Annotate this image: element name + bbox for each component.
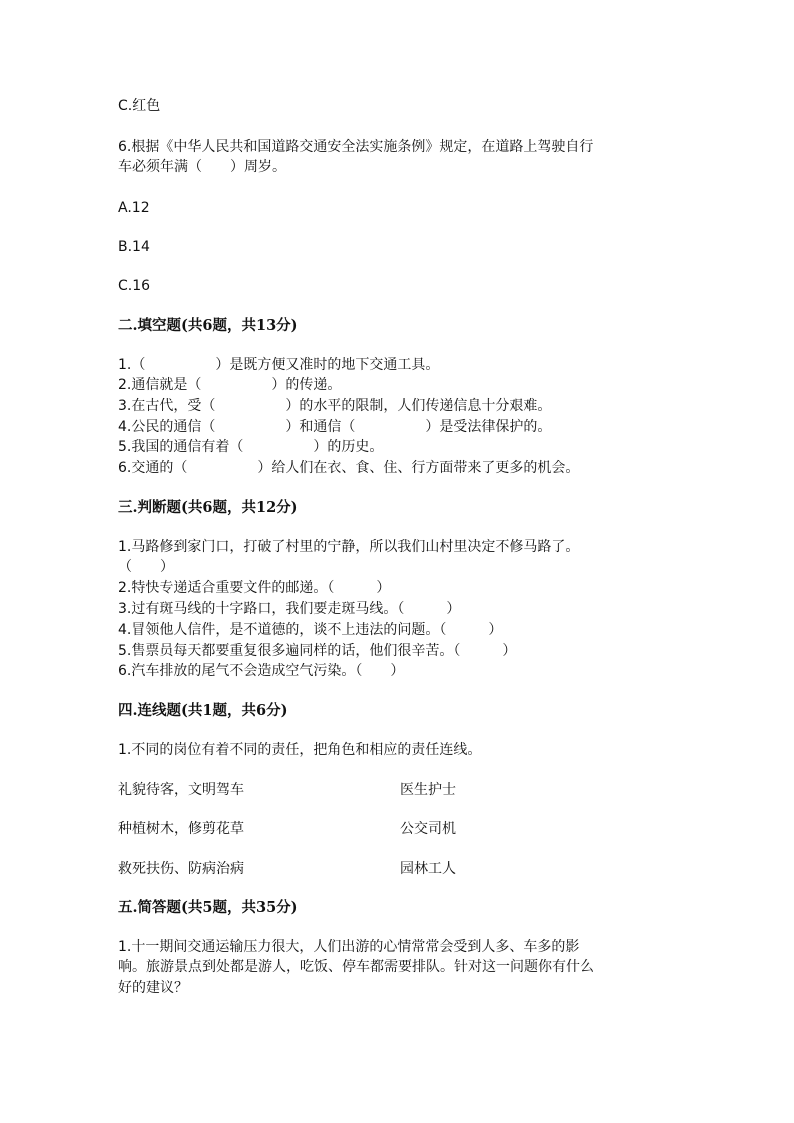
- judge-item-1-blank: （ ）: [118, 559, 174, 575]
- match-right-1: 医生护士: [400, 782, 456, 798]
- match-left-3: 救死扶伤、防病治病: [118, 861, 244, 877]
- judge-item-6: 6.汽车排放的尾气不会造成空气污染。（ ）: [118, 663, 405, 679]
- q6-text-line1: 6.根据《中华人民共和国道路交通安全法实施条例》规定，在道路上驾驶自行: [118, 139, 594, 155]
- match-right-3: 园林工人: [400, 861, 456, 877]
- section5-title: 五.简答题(共5题，共35分): [118, 899, 298, 916]
- q6-option-b: B.14: [118, 239, 150, 255]
- judge-item-3: 3.过有斑马线的十字路口，我们要走斑马线。（ ）: [118, 601, 461, 617]
- q6-option-c: C.16: [118, 278, 151, 294]
- match-left-1: 礼貌待客，文明驾车: [118, 782, 244, 798]
- short-answer-q1-line2: 响。旅游景点到处都是游人，吃饭、停车都需要排队。针对这一问题你有什么: [118, 959, 594, 975]
- match-left-2: 种植树木，修剪花草: [118, 821, 244, 837]
- fill-item-1: 1.（ ）是既方便又准时的地下交通工具。: [118, 357, 440, 373]
- fill-item-6: 6.交通的（ ）给人们在衣、食、住、行方面带来了更多的机会。: [118, 460, 580, 476]
- section3-title: 三.判断题(共6题，共12分): [118, 499, 298, 516]
- judge-item-5: 5.售票员每天都要重复很多遍同样的话，他们很辛苦。（ ）: [118, 643, 517, 659]
- fill-item-5: 5.我国的通信有着（ ）的历史。: [118, 439, 384, 455]
- section2-title: 二.填空题(共6题，共13分): [118, 317, 298, 334]
- match-right-2: 公交司机: [400, 821, 456, 837]
- fill-item-2: 2.通信就是（ ）的传递。: [118, 377, 342, 393]
- section4-title: 四.连线题(共1题，共6分): [118, 702, 288, 719]
- q5-option-c: C.红色: [118, 98, 161, 114]
- judge-item-1: 1.马路修到家门口，打破了村里的宁静，所以我们山村里决定不修马路了。: [118, 539, 580, 555]
- q6-option-a: A.12: [118, 200, 150, 216]
- fill-item-3: 3.在古代，受（ ）的水平的限制，人们传递信息十分艰难。: [118, 398, 552, 414]
- short-answer-q1-line1: 1.十一期间交通运输压力很大，人们出游的心情常常会受到人多、车多的影: [118, 939, 580, 955]
- judge-item-2: 2.特快专递适合重要文件的邮递。（ ）: [118, 580, 391, 596]
- match-question: 1.不同的岗位有着不同的责任，把角色和相应的责任连线。: [118, 742, 482, 758]
- fill-item-4: 4.公民的通信（ ）和通信（ ）是受法律保护的。: [118, 419, 552, 435]
- short-answer-q1-line3: 好的建议？: [118, 980, 188, 996]
- judge-item-4: 4.冒领他人信件，是不道德的，谈不上违法的问题。（ ）: [118, 622, 503, 638]
- q6-text-line2: 车必须年满（ ）周岁。: [118, 159, 286, 175]
